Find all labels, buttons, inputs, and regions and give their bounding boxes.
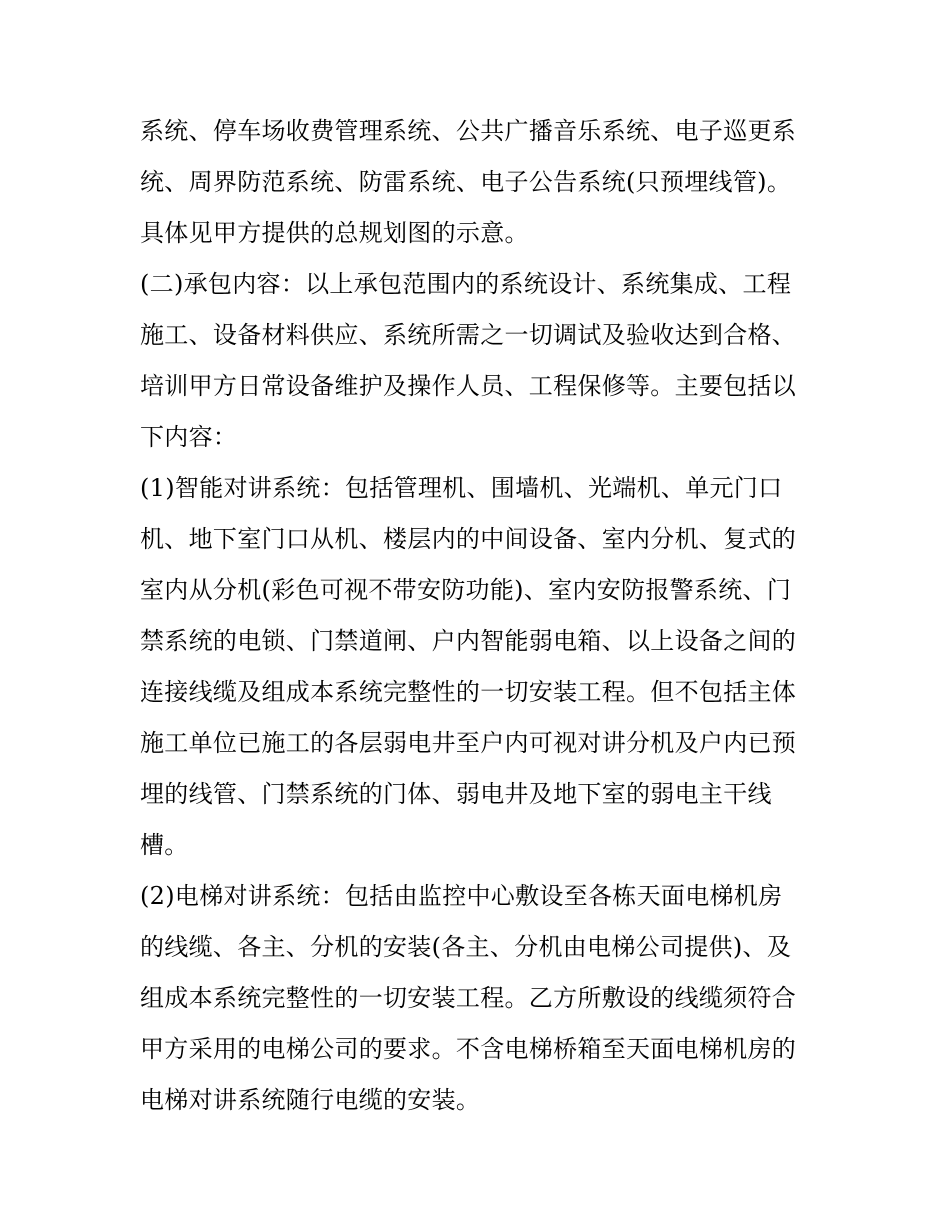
document-body <box>140 106 820 1126</box>
text-line: 电梯对讲系统随行电缆的安装。 <box>140 1086 481 1114</box>
text-line: 埋的线管、门禁系统的门体、弱电井及地下室的弱电主干线 <box>140 780 772 808</box>
text-line: (2)电梯对讲系统：包括由监控中心敷设至各栋天面电梯机房 <box>140 882 783 910</box>
text-line: 甲方采用的电梯公司的要求。不含电梯桥箱至天面电梯机房的 <box>140 1035 797 1063</box>
text-line: (二)承包内容：以上承包范围内的系统设计、系统集成、工程 <box>140 270 792 298</box>
text-line: (1)智能对讲系统：包括管理机、围墙机、光端机、单元门口 <box>140 474 783 502</box>
text-line: 禁系统的电锁、门禁道闸、户内智能弱电箱、以上设备之间的 <box>140 627 797 655</box>
text-line: 的线缆、各主、分机的安装(各主、分机由电梯公司提供)、及 <box>140 933 792 961</box>
text-line: 系统、停车场收费管理系统、公共广播音乐系统、电子巡更系 <box>140 117 797 145</box>
text-line: 统、周界防范系统、防雷系统、电子公告系统(只预埋线管)。 <box>140 168 792 196</box>
text-line: 具体见甲方提供的总规划图的示意。 <box>140 219 529 247</box>
text-line: 连接线缆及组成本系统完整性的一切安装工程。但不包括主体 <box>140 678 797 706</box>
text-line: 组成本系统完整性的一切安装工程。乙方所敷设的线缆须符合 <box>140 984 797 1012</box>
text-line: 施工单位已施工的各层弱电井至户内可视对讲分机及户内已预 <box>140 729 797 757</box>
text-line: 培训甲方日常设备维护及操作人员、工程保修等。主要包括以 <box>140 372 797 400</box>
text-line: 下内容： <box>140 423 238 451</box>
text-line: 槽。 <box>140 831 189 859</box>
text-line: 施工、设备材料供应、系统所需之一切调试及验收达到合格、 <box>140 321 797 349</box>
text-line: 室内从分机(彩色可视不带安防功能)、室内安防报警系统、门 <box>140 576 792 604</box>
text-line: 机、地下室门口从机、楼层内的中间设备、室内分机、复式的 <box>140 525 797 553</box>
